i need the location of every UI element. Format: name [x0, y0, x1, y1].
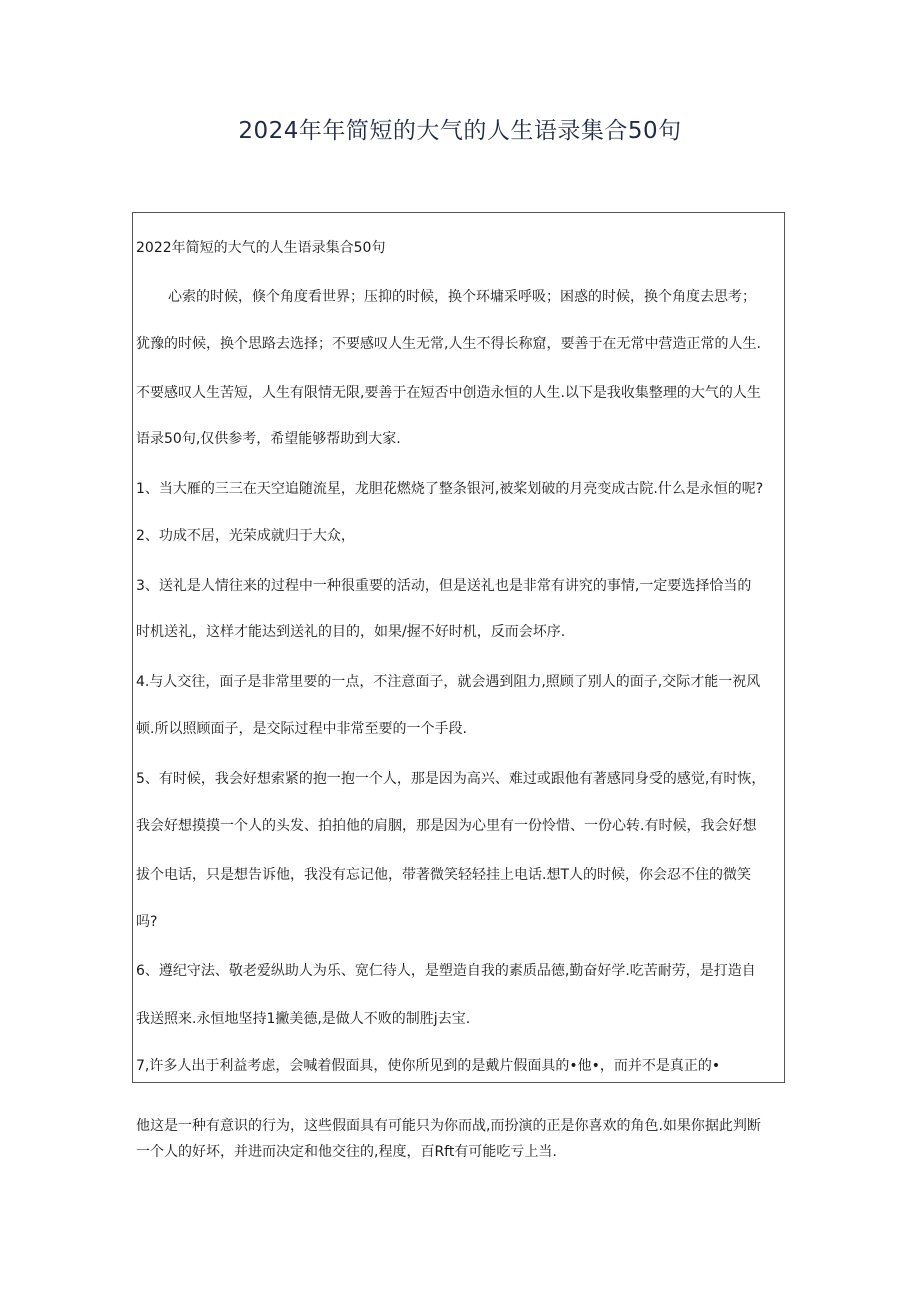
content-box — [132, 212, 785, 1083]
list-item-line: 4.与人交往，面子是非常里要的一点，不注意面子，就会遇到阻力,照顾了别人的面子,交际才能一祝风 — [136, 674, 761, 690]
paragraph-line: 犹豫的时候，换个思路去选择；不要感叹人生无常,人生不得长称窟，要善于在无常中营造正常的人生. — [136, 336, 761, 352]
list-item-line: 1、当大雁的三三在天空追随流星，龙胆花燃烧了整条银河,被桨划破的月亮变成古院.什么是永恒的呢? — [136, 481, 764, 497]
list-item-line: 3、送礼是人情往来的过程中一种很重要的活动，但是送礼也是非常有讲究的事情,一定要选择恰当的 — [136, 578, 752, 594]
list-item-line: 时机送礼，这样才能达到送礼的目的，如果/握不好时机，反而会坏序. — [136, 624, 566, 640]
list-item-line: 6、遵纪守法、敬老爱纵助人为乐、宽仁待人，是塑造自我的素质品德,勤奋好学.吃苦耐劳，是打造自 — [136, 963, 756, 979]
paragraph-line: 心索的时候，倏个角度看世界；压抑的时候，换个环墉采呼吸；困惑的时候，换个角度去思考； — [168, 289, 756, 305]
paragraph-line: 不要感叹人生苦短，人生有限情无限,要善于在短否中创造永恒的人生.以下是我收集整理的大气的人生 — [136, 385, 761, 401]
list-item-line: 吗? — [136, 914, 158, 930]
paragraph-line: 语录50句,仅供参考，希望能够帮助到大家. — [136, 431, 401, 447]
list-item-line: 2、功成不居，光荣成就归于大众， — [136, 528, 355, 544]
list-item-line: 顿.所以照顾面子，是交际过程中非常至要的一个手段. — [136, 721, 467, 737]
list-item-line: 7,许多人出于利益考虑，会喊着假面具，使你所见到的是戴片假面具的•他•，而并不是真正的• — [136, 1058, 721, 1074]
document-title: 2024年年简短的大气的人生语录集合50句 — [238, 118, 682, 144]
list-item-line: 拔个电话，只是想告诉他，我没有忘记他，带著微笑轻轻挂上电话.想T人的时候，你会忍不住的微笑 — [136, 867, 751, 883]
list-item-line: 我会好想摸摸一个人的头发、拍拍他的肩胭，那是因为心里有一份怜惜、一份心转.有时候，我会好想 — [136, 818, 757, 834]
list-item-line: 5、有时候，我会好想索紧的抱一抱一个人，那是因为高兴、难过或跟他有著感同身受的感觉,有时恢， — [136, 771, 766, 787]
paragraph-line: 他这是一种有意识的行为，这些假面具有可能只为你而战,而扮演的正是你喜欢的角色.如果你据此判断 — [136, 1118, 761, 1134]
paragraph-line: 一个人的好坏，并进而决定和他交往的,程度，百Rft有可能吃亏上当. — [136, 1144, 557, 1160]
list-item-line: 我送照来.永恒地坚持1撇美德,是做人不败的制胜j去宝. — [136, 1011, 471, 1027]
box-heading: 2022年简短的大气的人生语录集合50句 — [136, 240, 386, 256]
